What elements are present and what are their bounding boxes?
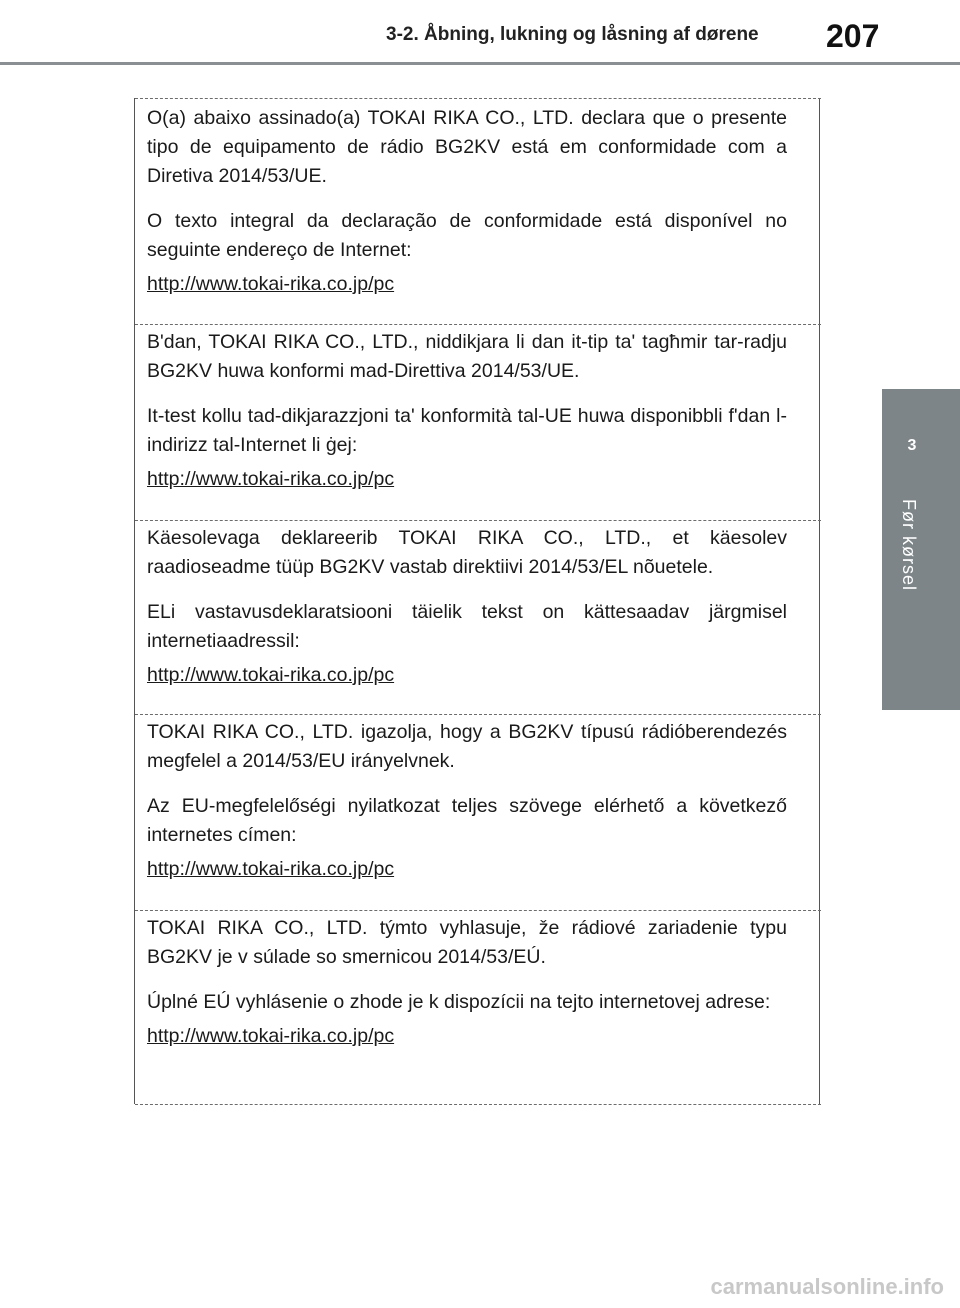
declaration-block-hungarian [135,718,821,882]
block-separator [135,520,821,521]
declaration-link[interactable]: http://www.tokai-rika.co.jp/pc [147,664,395,686]
chapter-label: Før kørsel [899,499,919,591]
declaration-text: Käesolevaga deklareerib TOKAI RIKA CO., LTD., et käesolev raadioseadme tüüp BG2KV vastab direktiivi 2014/53/EL nõuetele. [147,527,787,578]
availability-text: It-test kollu tad-dikjarazzjoni ta' konformità tal-UE huwa disponibbli f'dan l-indirizz tal-Internet li ġej: [147,405,787,456]
declaration-link[interactable]: http://www.tokai-rika.co.jp/pc [147,1025,395,1047]
block-separator [135,910,821,911]
declaration-text: TOKAI RIKA CO., LTD. igazolja, hogy a BG2KV típusú rádióberendezés megfelel a 2014/53/EU irányelvnek. [147,721,787,772]
availability-text: Úplné EÚ vyhlásenie o zhode je k dispozícii na tejto internetovej adrese: [147,991,771,1013]
block-separator [135,324,821,325]
declaration-text: TOKAI RIKA CO., LTD. týmto vyhlasuje, že rádiové zariadenie typu BG2KV je v súlade so smernicou 2014/53/EÚ. [147,917,787,968]
declaration-block-portuguese [135,104,821,297]
block-separator [135,1104,821,1105]
declaration-text: O(a) abaixo assinado(a) TOKAI RIKA CO., LTD. declara que o presente tipo de equipamento de rádio BG2KV está em conformidade com a Diretiva 2014/53/UE. [147,107,787,187]
availability-text: Az EU-megfelelőségi nyilatkozat teljes szövege elérhető a következő internetes címen: [147,795,787,846]
declaration-text: B'dan, TOKAI RIKA CO., LTD., niddikjara li dan it-tip ta' tagħmir tar-radju BG2KV huwa konformi mad-Direttiva 2014/53/UE. [147,331,787,382]
chapter-side-tab [882,389,960,710]
block-separator [135,714,821,715]
availability-text: ELi vastavusdeklaratsiooni täielik tekst on kättesaadav järgmisel internetiaadressil: [147,601,787,652]
declaration-block-estonian [135,524,821,688]
page-number: 207 [826,18,880,54]
header-divider [0,62,960,65]
declaration-link[interactable]: http://www.tokai-rika.co.jp/pc [147,273,395,295]
availability-text: O texto integral da declaração de conformidade está disponível no seguinte endereço de Internet: [147,210,787,261]
declaration-block-maltese [135,328,821,492]
declaration-link[interactable]: http://www.tokai-rika.co.jp/pc [147,468,395,490]
section-title: 3-2. Åbning, lukning og låsning af dørene [386,24,759,45]
chapter-number: 3 [907,437,917,454]
block-separator [135,98,821,99]
site-watermark: carmanualsonline.info [710,1274,944,1299]
declaration-frame [134,98,820,1104]
declaration-block-slovak [135,914,821,1049]
declaration-link[interactable]: http://www.tokai-rika.co.jp/pc [147,858,395,880]
